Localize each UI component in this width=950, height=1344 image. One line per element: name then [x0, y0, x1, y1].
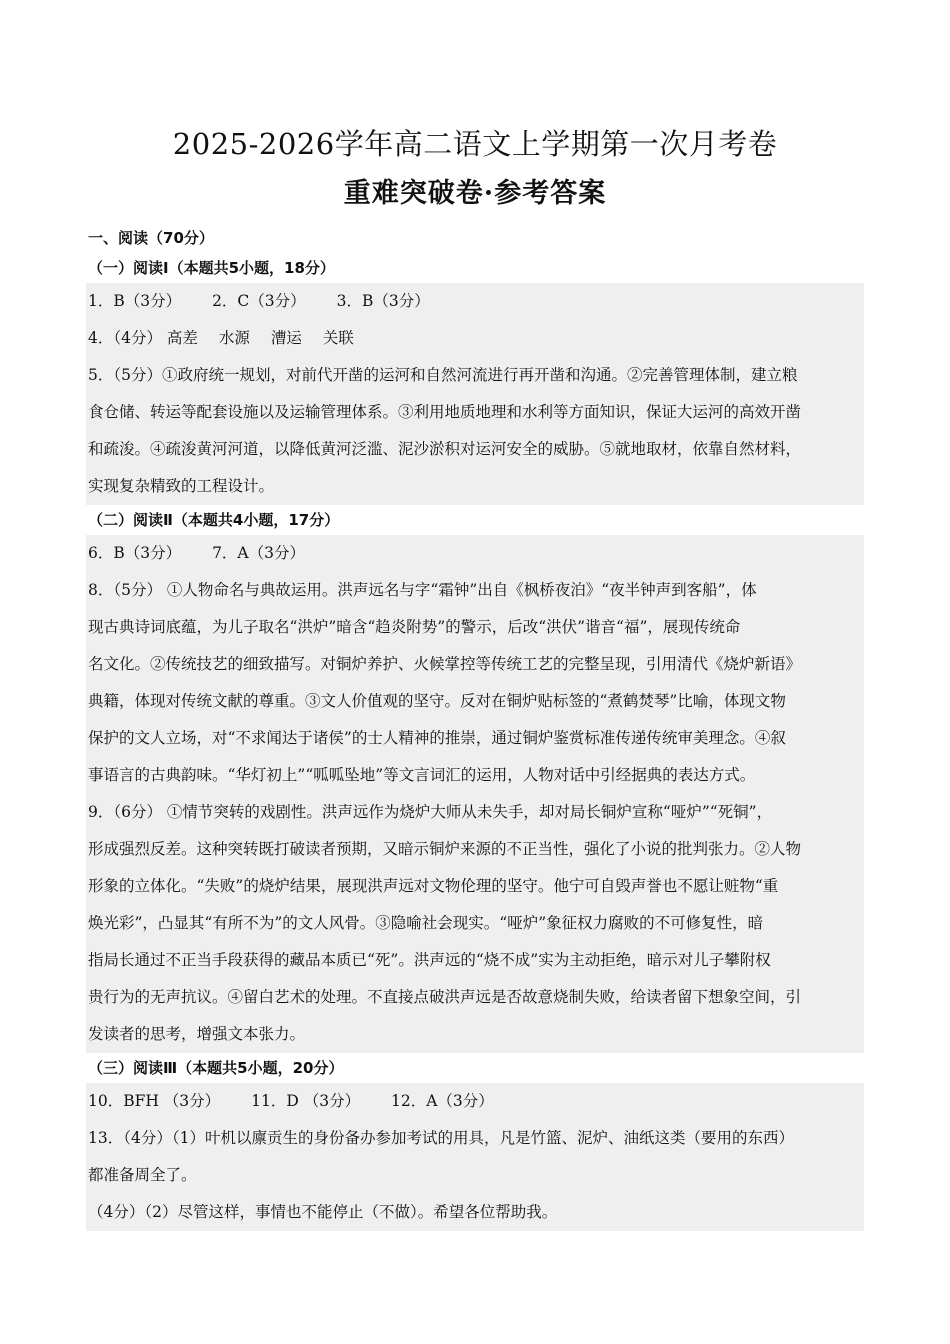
- answer-q9-line: 指局长通过不正当手段获得的藏品本质已“死”。洪声远的“烧不成”实为主动拒绝，暗示对儿子攀附权: [88, 951, 771, 969]
- answer-q5-line: 5．（5分）①政府统一规划，对前代开凿的运河和自然河流进行再开凿和沟通。②完善管理体制，建立粮: [88, 366, 798, 384]
- part1-answers: [86, 283, 864, 505]
- answers-q1-q3: [86, 283, 864, 320]
- answer-q4-item: 关联: [322, 329, 354, 347]
- answer-q13-1-line: 13．（4分）（1）叶机以廪贡生的身份备办参加考试的用具，凡是竹篮、泥炉、油纸这类（要用的东西）: [88, 1129, 794, 1147]
- answer-q13-2: （4分）（2）尽管这样，事情也不能停止（不做）。希望各位帮助我。: [88, 1203, 558, 1221]
- answer-q1: 1．B（3分）: [88, 292, 182, 310]
- document-subtitle: 重难突破卷·参考答案: [343, 178, 607, 209]
- answer-q8-line: 保护的文人立场，对“不求闻达于诸侯”的士人精神的推崇，通过铜炉鉴赏标准传递传统审美理念。④叙: [88, 729, 786, 747]
- answer-q3: 3．B（3分）: [336, 292, 430, 310]
- answer-q4-item: 高差: [166, 329, 198, 347]
- answer-q6: 6．B（3分）: [88, 544, 182, 562]
- answer-q7: 7．A（3分）: [212, 544, 305, 562]
- part3-heading: （三）阅读Ⅲ（本题共5小题，20分）: [88, 1059, 344, 1077]
- answer-q8-line: 现古典诗词底蕴，为儿子取名“洪炉”暗含“趋炎附势”的警示，后改“洪伏”谐音“福”，展现传统命: [88, 618, 741, 636]
- answer-q9-line: 焕光彩”，凸显其“有所不为”的文人风骨。③隐喻社会现实。“哑炉”象征权力腐败的不可修复性，暗: [88, 914, 764, 932]
- answer-q5-line: 和疏浚。④疏浚黄河河道，以降低黄河泛滥、泥沙淤积对运河安全的威胁。⑤就地取材，依靠自然材料，: [88, 440, 802, 458]
- answer-q8-line: 名文化。②传统技艺的细致描写。对铜炉养护、火候掌控等传统工艺的完整呈现，引用清代《烧炉新语》: [88, 655, 802, 673]
- answer-q9-line: 形成强烈反差。这种突转既打破读者预期，又暗示铜炉来源的不正当性，强化了小说的批判张力。②人物: [88, 840, 802, 858]
- part1-heading: （一）阅读Ⅰ（本题共5小题，18分）: [88, 259, 335, 277]
- answer-q9-line: 形象的立体化。“失败”的烧炉结果，展现洪声远对文物伦理的坚守。他宁可自毁声誉也不愿让赃物“重: [88, 877, 779, 895]
- answer-content: [86, 223, 864, 1231]
- answer-q8-line: 事语言的古典韵味。“华灯初上”“呱呱坠地”等文言词汇的运用，人物对话中引经据典的表达方式。: [88, 766, 756, 784]
- part2-heading: （二）阅读Ⅱ（本题共4小题，17分）: [88, 511, 340, 529]
- section-heading-reading: 一、阅读（70分）: [88, 229, 214, 247]
- answer-q13-1-line: 都准备周全了。: [88, 1166, 197, 1184]
- answer-q2: 2．C（3分）: [212, 292, 306, 310]
- answers-q10-q12: [86, 1083, 864, 1120]
- answer-q9-line: 发读者的思考，增强文本张力。: [88, 1025, 306, 1043]
- answer-q8-line: 典籍，体现对传统文献的尊重。③文人价值观的坚守。反对在铜炉贴标签的“煮鹤焚琴”比喻，体现文物: [88, 692, 786, 710]
- answer-q5-line: 实现复杂精致的工程设计。: [88, 477, 275, 495]
- answer-q4-label: 4．（4分）: [88, 329, 162, 347]
- answer-q4-item: 水源: [218, 329, 250, 347]
- answer-q12: 12．A（3分）: [391, 1092, 494, 1110]
- answer-q5-line: 食仓储、转运等配套设施以及运输管理体系。③利用地质地理和水利等方面知识，保证大运河的高效开凿: [88, 403, 802, 421]
- answer-q10: 10．BFH （3分）: [88, 1092, 221, 1110]
- answer-q9-line: 9．（6分） ①情节突转的戏剧性。洪声远作为烧炉大师从未失手，却对局长铜炉宣称“哑炉”“死铜”，: [88, 803, 773, 821]
- answer-q8-line: 8．（5分） ①人物命名与典故运用。洪声远名与字“霜钟”出自《枫桥夜泊》“夜半钟声到客船”，体: [88, 581, 757, 599]
- part2-answers: [86, 535, 864, 1053]
- answer-q11: 11．D （3分）: [251, 1092, 361, 1110]
- document-title: 2025-2026学年高二语文上学期第一次月考卷: [172, 127, 778, 161]
- part3-answers: [86, 1083, 864, 1231]
- answer-q4: [86, 320, 864, 357]
- answer-q9-line: 贵行为的无声抗议。④留白艺术的处理。不直接点破洪声远是否故意烧制失败，给读者留下想象空间，引: [88, 988, 802, 1006]
- answer-q4-item: 漕运: [270, 329, 302, 347]
- answers-q6-q7: [86, 535, 864, 572]
